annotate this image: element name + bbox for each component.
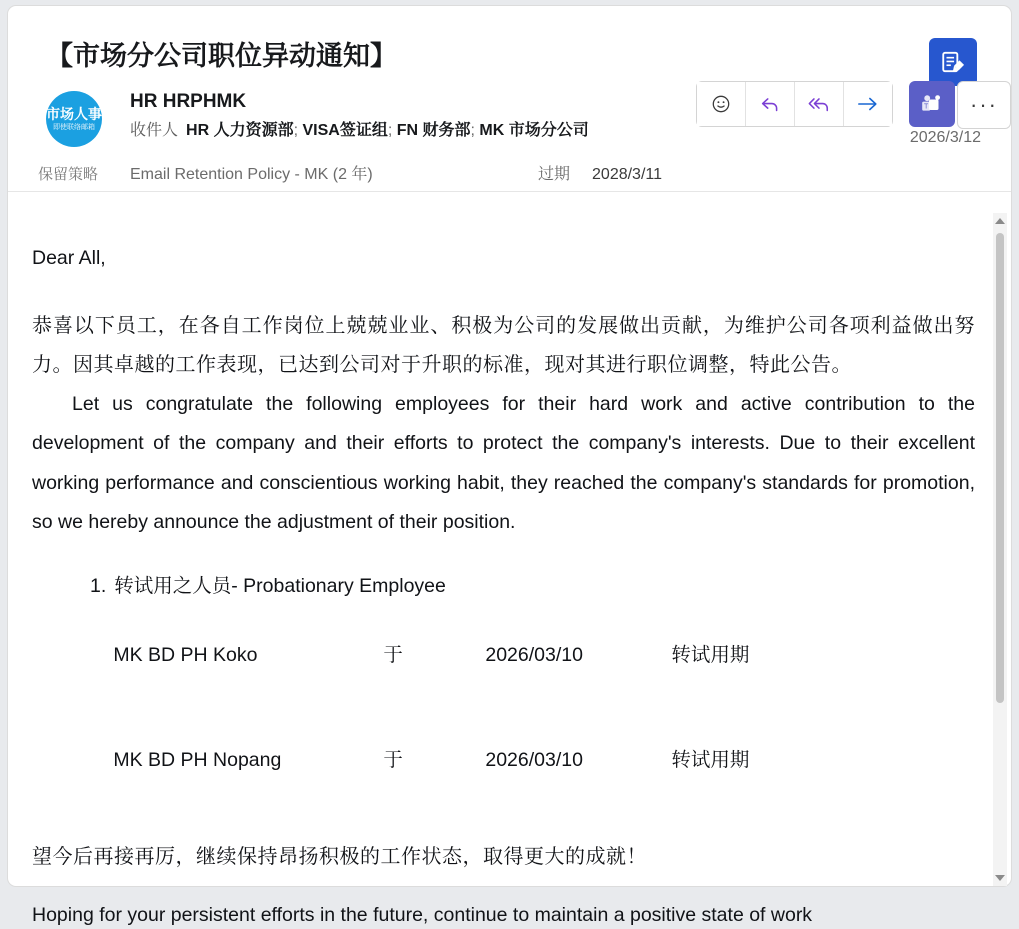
expire-date: 2028/3/11 bbox=[592, 166, 663, 183]
scroll-up-button[interactable] bbox=[993, 213, 1007, 229]
chevron-up-icon bbox=[995, 218, 1005, 224]
expire-label: 过期 bbox=[538, 166, 571, 183]
chinese-paragraph-2: 望今后再接再厉，继续保持昂扬积极的工作状态，取得更大的成就！ bbox=[32, 846, 647, 869]
avatar-line-2: 即使联络邮箱 bbox=[53, 123, 95, 131]
list-number: 1. bbox=[90, 575, 107, 597]
reply-all-button[interactable] bbox=[795, 82, 844, 126]
message-body bbox=[8, 213, 1011, 926]
recipient-3[interactable]: MK 市场分公司 bbox=[479, 122, 589, 139]
recipient-1[interactable]: VISA签证组 bbox=[302, 122, 388, 139]
english-paragraph-1: Let us congratulate the following employees for their hard work and active contribution to the development of the company and their efforts to protect the company's interests. Due to their excellent working performance and conscientious working habit, they reached the company's standards for promotion, so we hereby announce the adjustment of their position. bbox=[32, 392, 975, 534]
list-title: 转试用之人员- Probationary Employee bbox=[114, 575, 446, 597]
expire-info bbox=[538, 161, 662, 184]
employee-date: 2026/03/10 bbox=[485, 644, 583, 667]
scrollbar-thumb[interactable] bbox=[996, 233, 1004, 703]
greeting: Dear All, bbox=[32, 247, 106, 269]
recipient-2[interactable]: FN 财务部 bbox=[396, 122, 471, 139]
more-actions-button[interactable]: ··· bbox=[957, 81, 1011, 129]
svg-text:T: T bbox=[924, 103, 929, 111]
body-scrollbar[interactable] bbox=[993, 213, 1007, 886]
avatar bbox=[46, 91, 102, 147]
chevron-down-icon bbox=[995, 875, 1005, 881]
reply-button[interactable] bbox=[746, 82, 795, 126]
react-button[interactable] bbox=[697, 82, 746, 126]
table-row bbox=[32, 607, 975, 705]
retention-policy: Email Retention Policy - MK (2 年) bbox=[130, 166, 373, 183]
employee-name: MK BD PH Koko bbox=[113, 644, 258, 667]
page-title: 【市场分公司职位异动通知】 bbox=[46, 41, 397, 71]
teams-icon bbox=[920, 92, 944, 116]
list-item bbox=[32, 573, 975, 601]
share-to-teams-button[interactable] bbox=[909, 81, 955, 127]
avatar-line-1: 市场人事 bbox=[46, 105, 102, 122]
employee-status: 转试用期 bbox=[671, 748, 750, 771]
chinese-paragraph-1: 恭喜以下员工，在各自工作岗位上兢兢业业、积极为公司的发展做出贡献，为维护公司各项利益做出努力。因其卓越的工作表现，已达到公司对于升职的标准，现对其进行职位调整，特此公告。 bbox=[32, 314, 975, 376]
email-reading-pane bbox=[8, 6, 1011, 926]
compose-button[interactable] bbox=[929, 38, 977, 86]
retention-label: 保留策略 bbox=[38, 166, 99, 183]
recipient-0[interactable]: HR 人力资源部 bbox=[186, 122, 294, 139]
sender-row bbox=[8, 91, 1011, 183]
table-row bbox=[32, 711, 975, 809]
employee-name: MK BD PH Nopang bbox=[113, 748, 282, 771]
recipients-label: 收件人 bbox=[130, 122, 179, 139]
message-date: 2026/3/12 bbox=[909, 129, 981, 146]
employee-prep: 于 bbox=[383, 644, 403, 667]
recipients-line: 收件人 HR 人力资源部; VISA签证组; FN 财务部; MK 市场分公司 bbox=[130, 122, 589, 139]
reply-all-icon bbox=[806, 93, 832, 115]
scroll-down-button[interactable] bbox=[993, 870, 1007, 886]
employee-prep: 于 bbox=[383, 748, 403, 771]
smiley-icon bbox=[710, 93, 732, 115]
forward-icon bbox=[855, 93, 881, 115]
action-toolbar bbox=[696, 81, 893, 127]
sender-name[interactable]: HR HRPHMK bbox=[130, 91, 247, 112]
employee-date: 2026/03/10 bbox=[485, 748, 583, 771]
header-divider bbox=[8, 191, 1011, 192]
reply-icon bbox=[758, 93, 782, 115]
forward-button[interactable] bbox=[844, 82, 892, 126]
employee-status: 转试用期 bbox=[671, 644, 750, 667]
english-paragraph-2: Hoping for your persistent efforts in the future, continue to maintain a positive state of work bbox=[32, 903, 813, 926]
compose-icon bbox=[940, 49, 966, 75]
